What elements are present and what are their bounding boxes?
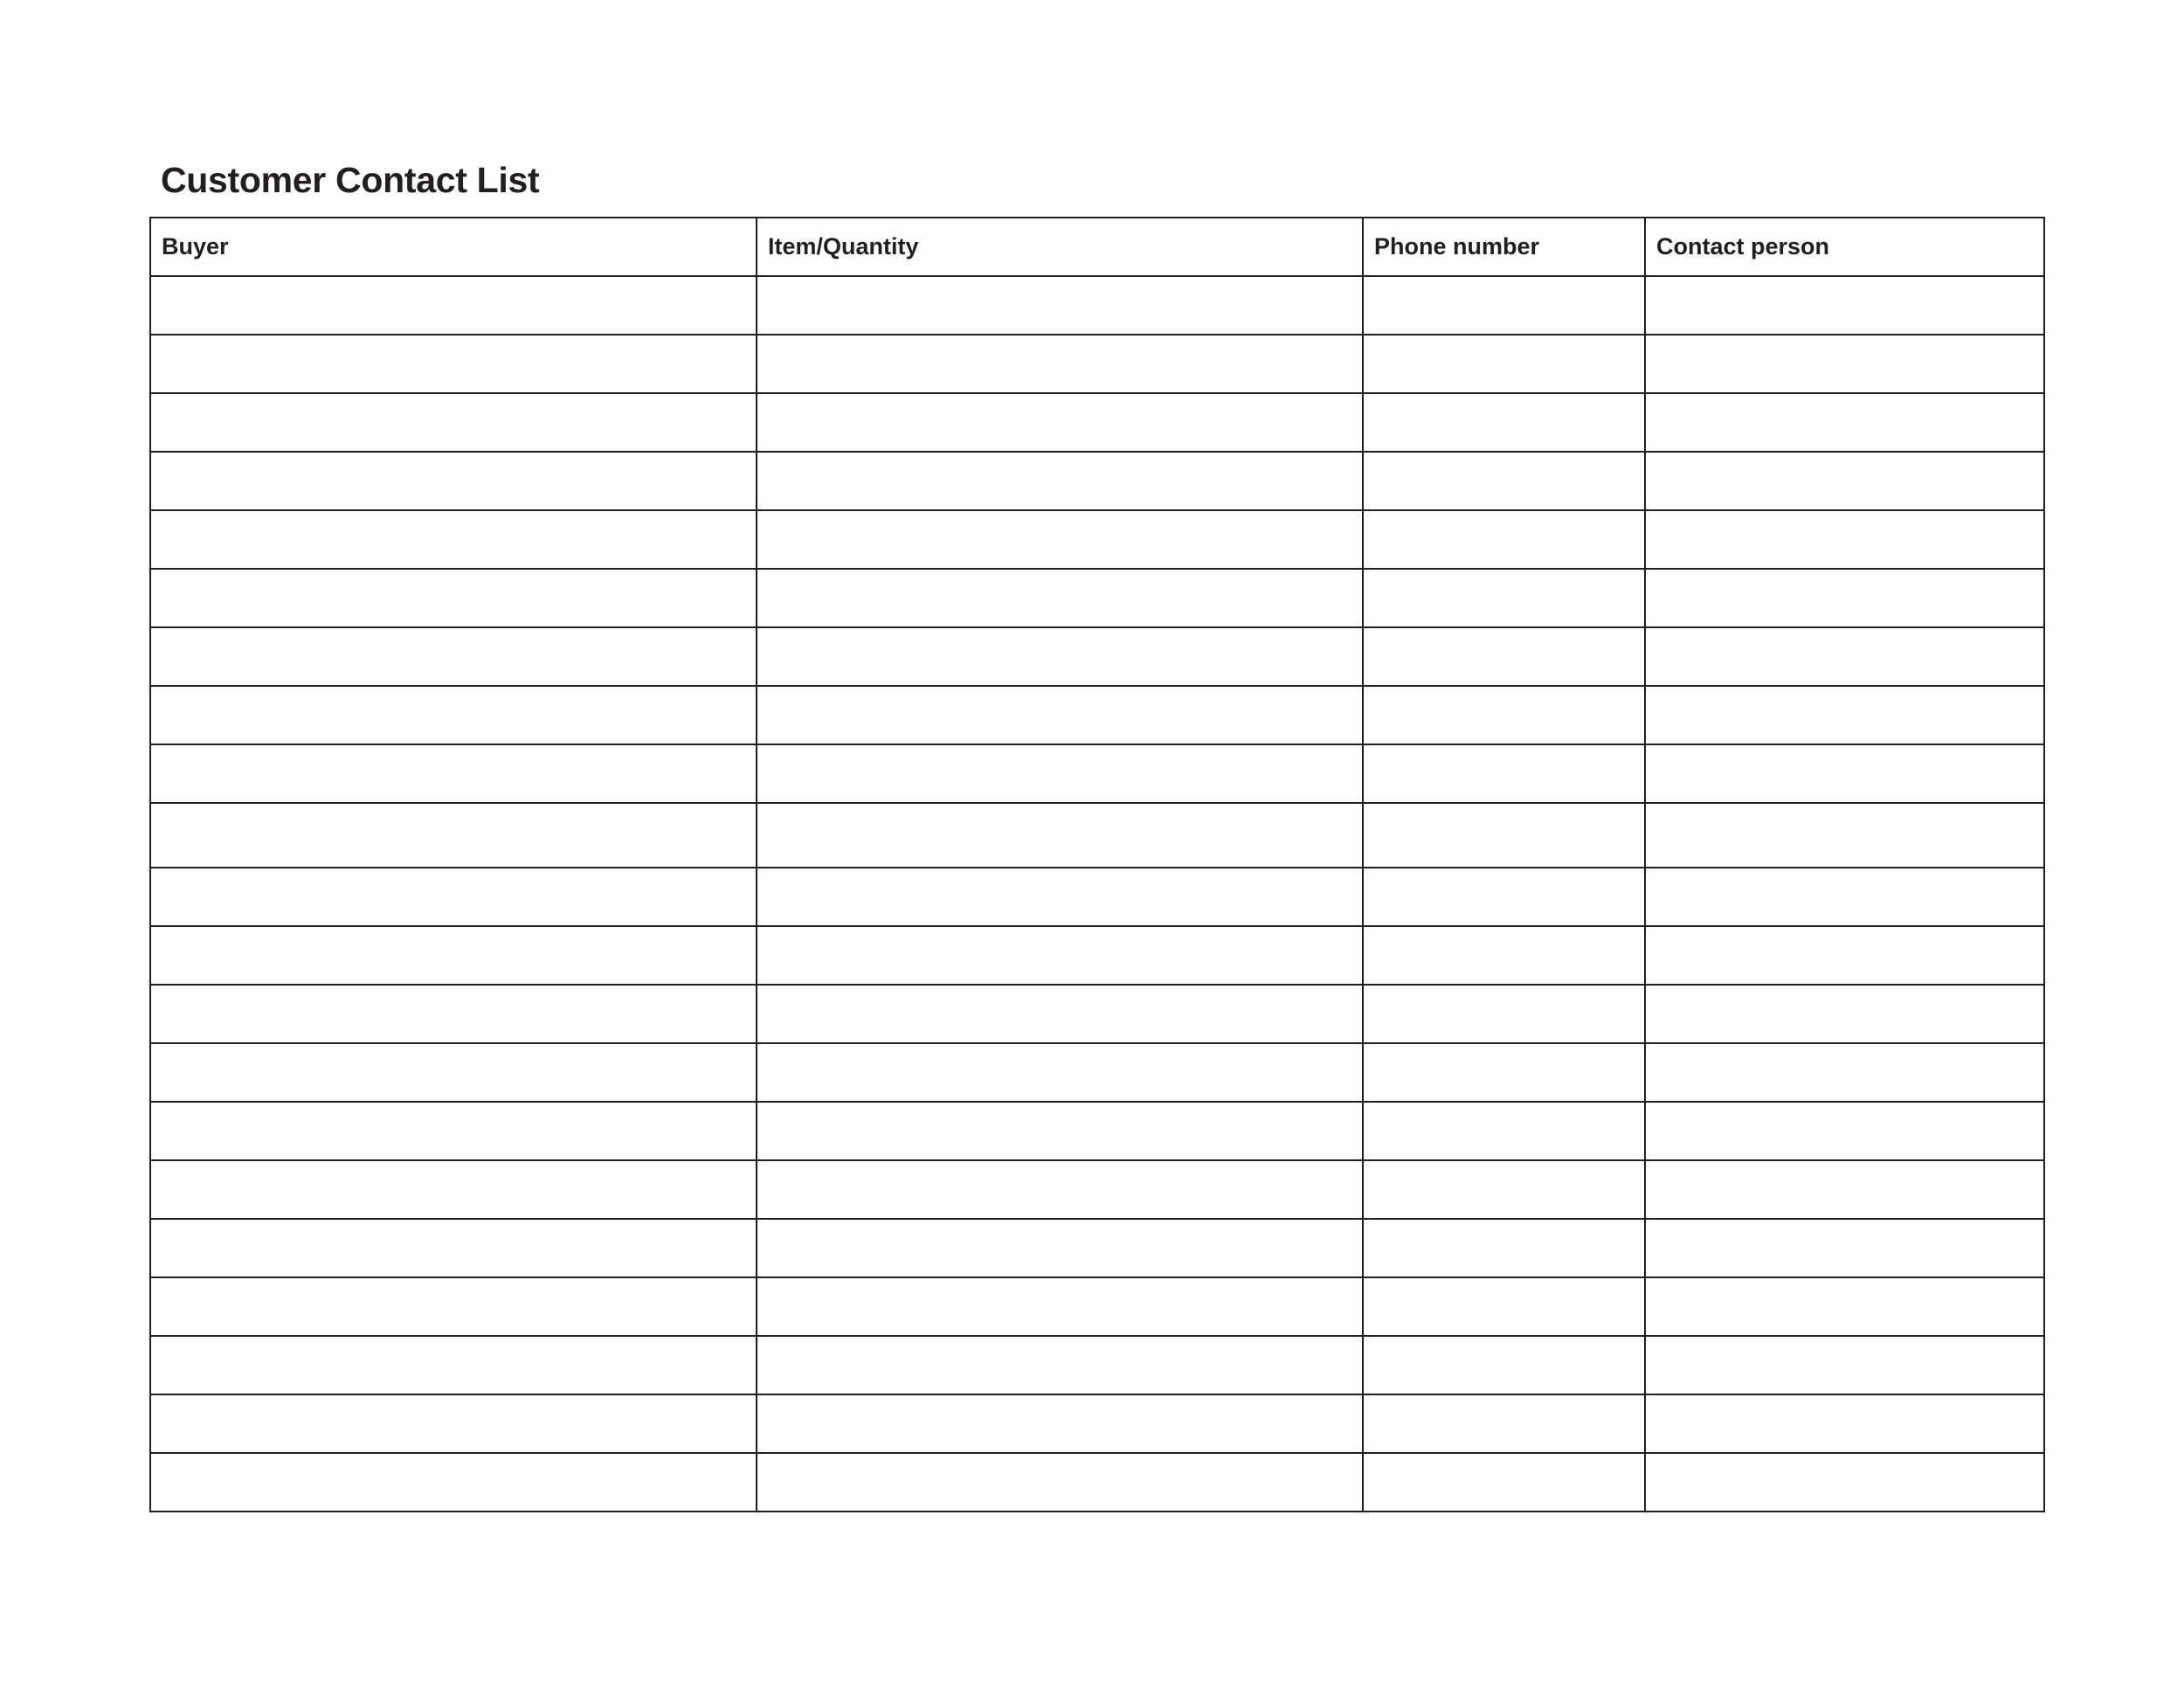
cell-phone-number[interactable] — [1363, 627, 1645, 686]
table-row — [150, 985, 2044, 1043]
table-row — [150, 1453, 2044, 1512]
table-row — [150, 1277, 2044, 1336]
cell-contact-person[interactable] — [1645, 1277, 2044, 1336]
cell-item-quantity[interactable] — [757, 1277, 1363, 1336]
column-header-buyer: Buyer — [150, 218, 757, 276]
cell-buyer[interactable] — [150, 926, 757, 985]
cell-phone-number[interactable] — [1363, 569, 1645, 627]
cell-contact-person[interactable] — [1645, 1043, 2044, 1102]
cell-item-quantity[interactable] — [757, 510, 1363, 569]
cell-item-quantity[interactable] — [757, 926, 1363, 985]
cell-phone-number[interactable] — [1363, 803, 1645, 868]
cell-item-quantity[interactable] — [757, 868, 1363, 926]
table-row — [150, 803, 2044, 868]
cell-buyer[interactable] — [150, 744, 757, 803]
table-row — [150, 686, 2044, 744]
cell-buyer[interactable] — [150, 452, 757, 510]
column-header-phone-number: Phone number — [1363, 218, 1645, 276]
cell-buyer[interactable] — [150, 1394, 757, 1453]
cell-contact-person[interactable] — [1645, 276, 2044, 335]
cell-phone-number[interactable] — [1363, 1277, 1645, 1336]
cell-buyer[interactable] — [150, 1043, 757, 1102]
cell-phone-number[interactable] — [1363, 985, 1645, 1043]
cell-item-quantity[interactable] — [757, 985, 1363, 1043]
cell-item-quantity[interactable] — [757, 744, 1363, 803]
cell-phone-number[interactable] — [1363, 1102, 1645, 1160]
cell-contact-person[interactable] — [1645, 985, 2044, 1043]
cell-buyer[interactable] — [150, 276, 757, 335]
cell-contact-person[interactable] — [1645, 510, 2044, 569]
cell-phone-number[interactable] — [1363, 452, 1645, 510]
cell-buyer[interactable] — [150, 335, 757, 393]
cell-item-quantity[interactable] — [757, 393, 1363, 452]
cell-contact-person[interactable] — [1645, 1336, 2044, 1394]
cell-phone-number[interactable] — [1363, 1219, 1645, 1277]
cell-phone-number[interactable] — [1363, 510, 1645, 569]
table-body — [150, 276, 2044, 1512]
cell-contact-person[interactable] — [1645, 803, 2044, 868]
cell-item-quantity[interactable] — [757, 1102, 1363, 1160]
cell-item-quantity[interactable] — [757, 1336, 1363, 1394]
cell-item-quantity[interactable] — [757, 569, 1363, 627]
cell-item-quantity[interactable] — [757, 627, 1363, 686]
header-row — [150, 218, 2044, 276]
cell-buyer[interactable] — [150, 868, 757, 926]
cell-item-quantity[interactable] — [757, 803, 1363, 868]
cell-contact-person[interactable] — [1645, 1160, 2044, 1219]
cell-contact-person[interactable] — [1645, 1102, 2044, 1160]
cell-buyer[interactable] — [150, 1453, 757, 1512]
cell-contact-person[interactable] — [1645, 926, 2044, 985]
cell-buyer[interactable] — [150, 627, 757, 686]
cell-buyer[interactable] — [150, 569, 757, 627]
page-title: Customer Contact List — [161, 160, 540, 200]
cell-phone-number[interactable] — [1363, 744, 1645, 803]
cell-contact-person[interactable] — [1645, 868, 2044, 926]
table-row — [150, 627, 2044, 686]
cell-item-quantity[interactable] — [757, 1160, 1363, 1219]
cell-item-quantity[interactable] — [757, 1043, 1363, 1102]
table-row — [150, 1102, 2044, 1160]
cell-phone-number[interactable] — [1363, 1336, 1645, 1394]
table-row — [150, 510, 2044, 569]
cell-item-quantity[interactable] — [757, 1394, 1363, 1453]
cell-item-quantity[interactable] — [757, 686, 1363, 744]
table-row — [150, 868, 2044, 926]
column-header-contact-person: Contact person — [1645, 218, 2044, 276]
cell-item-quantity[interactable] — [757, 1219, 1363, 1277]
cell-phone-number[interactable] — [1363, 1160, 1645, 1219]
cell-phone-number[interactable] — [1363, 686, 1645, 744]
cell-contact-person[interactable] — [1645, 1394, 2044, 1453]
cell-buyer[interactable] — [150, 1219, 757, 1277]
table-row — [150, 1394, 2044, 1453]
table-row — [150, 926, 2044, 985]
cell-contact-person[interactable] — [1645, 744, 2044, 803]
cell-buyer[interactable] — [150, 985, 757, 1043]
cell-phone-number[interactable] — [1363, 1453, 1645, 1512]
table-row — [150, 744, 2044, 803]
cell-buyer[interactable] — [150, 1102, 757, 1160]
contact-table — [149, 217, 2045, 1512]
cell-buyer[interactable] — [150, 1277, 757, 1336]
cell-item-quantity[interactable] — [757, 276, 1363, 335]
table-row — [150, 452, 2044, 510]
table-row — [150, 276, 2044, 335]
table-row — [150, 393, 2044, 452]
cell-contact-person[interactable] — [1645, 452, 2044, 510]
cell-buyer[interactable] — [150, 393, 757, 452]
cell-buyer[interactable] — [150, 686, 757, 744]
table-row — [150, 1160, 2044, 1219]
cell-contact-person[interactable] — [1645, 1453, 2044, 1512]
cell-buyer[interactable] — [150, 510, 757, 569]
cell-phone-number[interactable] — [1363, 1394, 1645, 1453]
cell-item-quantity[interactable] — [757, 452, 1363, 510]
table-row — [150, 569, 2044, 627]
table-row — [150, 335, 2044, 393]
cell-phone-number[interactable] — [1363, 868, 1645, 926]
cell-item-quantity[interactable] — [757, 1453, 1363, 1512]
cell-phone-number[interactable] — [1363, 1043, 1645, 1102]
column-header-item-quantity: Item/Quantity — [757, 218, 1363, 276]
cell-phone-number[interactable] — [1363, 276, 1645, 335]
table-row — [150, 1043, 2044, 1102]
cell-contact-person[interactable] — [1645, 686, 2044, 744]
cell-item-quantity[interactable] — [757, 335, 1363, 393]
cell-buyer[interactable] — [150, 1160, 757, 1219]
cell-contact-person[interactable] — [1645, 569, 2044, 627]
cell-contact-person[interactable] — [1645, 393, 2044, 452]
cell-buyer[interactable] — [150, 803, 757, 868]
cell-contact-person[interactable] — [1645, 627, 2044, 686]
table-row — [150, 1336, 2044, 1394]
cell-phone-number[interactable] — [1363, 393, 1645, 452]
cell-phone-number[interactable] — [1363, 335, 1645, 393]
cell-contact-person[interactable] — [1645, 1219, 2044, 1277]
cell-buyer[interactable] — [150, 1336, 757, 1394]
cell-contact-person[interactable] — [1645, 335, 2044, 393]
table-row — [150, 1219, 2044, 1277]
cell-phone-number[interactable] — [1363, 926, 1645, 985]
